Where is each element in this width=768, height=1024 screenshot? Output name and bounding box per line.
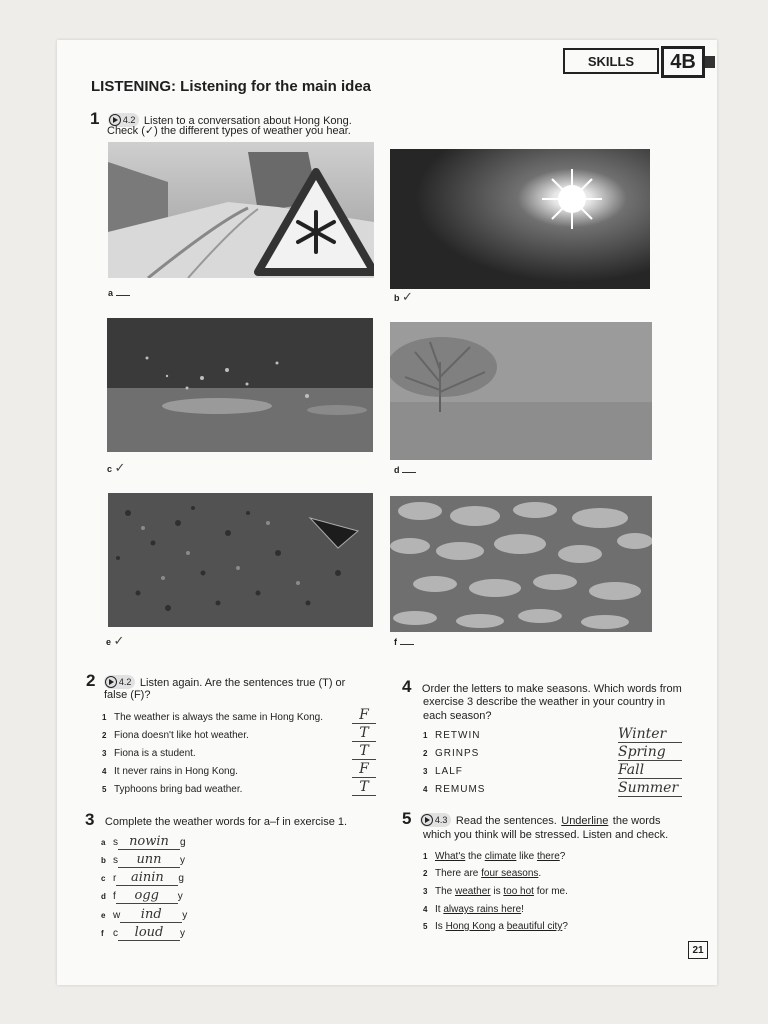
season-answer[interactable]: Fall — [618, 762, 682, 779]
play-icon — [421, 814, 433, 826]
word-item: d f ogg y — [101, 888, 183, 903]
title-text: Listening for the main idea — [180, 78, 372, 95]
exercise-1-instruction-line2: Check (✓) the different types of weather you hear. — [107, 125, 351, 137]
list-item: 2 Fiona doesn't like hot weather. — [102, 730, 249, 741]
list-item: 3 LALF — [423, 766, 463, 777]
sentence-item: 3 The weather is too hot for me. — [423, 886, 568, 897]
tf-answer[interactable]: F — [352, 761, 376, 778]
exercise-4-instruction-line1: Order the letters to make seasons. Which words from — [421, 683, 682, 695]
answer-blank[interactable] — [400, 644, 414, 645]
word-item: a s nowin g — [101, 834, 186, 849]
photo-wind — [108, 493, 373, 627]
sentence-item: 1 What's the climate like there? — [423, 851, 566, 862]
word-item: e w ind y — [101, 907, 188, 922]
season-answer[interactable]: Summer — [618, 780, 682, 797]
tf-answer[interactable]: T — [352, 779, 376, 796]
exercise-number: 1 — [90, 109, 100, 128]
sentence-item: 5 Is Hong Kong a beautiful city? — [423, 921, 568, 932]
photo-label-b: b ✓ — [394, 290, 413, 305]
exercise-5-instruction-line2: which you think will be stressed. Listen and check. — [423, 829, 669, 841]
season-answer[interactable]: Winter — [618, 726, 682, 743]
exercise-5-header: 5 4.3 Read the sentences. Underline the words — [402, 809, 661, 828]
list-item: 4 It never rains in Hong Kong. — [102, 766, 238, 777]
photo-sun — [390, 149, 650, 289]
page-title — [91, 78, 371, 95]
photo-fog — [390, 322, 652, 460]
answer-blank[interactable] — [402, 472, 416, 473]
photo-label-e: e ✓ — [106, 634, 125, 649]
title-section: LISTENING: — [91, 78, 176, 95]
word-fill[interactable]: ogg — [116, 888, 178, 904]
list-item: 1 The weather is always the same in Hong Kong. — [102, 712, 323, 723]
audio-track-number: 4.2 — [122, 114, 136, 125]
list-item: 3 Fiona is a student. — [102, 748, 196, 759]
audio-track-number: 4.2 — [118, 676, 132, 687]
exercise-4-instruction-line3: each season? — [423, 710, 492, 722]
exercise-1-instruction-line1: Listen to a conversation about Hong Kong. — [143, 115, 352, 127]
season-answer[interactable]: Spring — [618, 744, 682, 761]
list-item: 4 REMUMS — [423, 784, 486, 795]
tf-answer[interactable]: T — [352, 725, 376, 742]
word-item: f c loud y — [101, 925, 185, 940]
list-item: 1 RETWIN — [423, 730, 481, 741]
exercise-number: 4 — [402, 677, 412, 696]
exercise-4-instruction-line2: exercise 3 describe the weather in your country in — [423, 696, 666, 708]
sentence-item: 2 There are four seasons. — [423, 868, 542, 879]
exercise-2-instruction-line2: false (F)? — [104, 689, 151, 701]
word-fill[interactable]: unn — [118, 852, 180, 868]
exercise-number: 5 — [402, 809, 412, 828]
audio-track-badge[interactable] — [420, 813, 452, 827]
skills-label: SKILLS — [563, 48, 659, 74]
photo-snow — [108, 142, 374, 278]
audio-track-badge[interactable] — [104, 675, 136, 689]
page-number: 21 — [688, 941, 708, 959]
tf-answer[interactable]: F — [352, 707, 376, 724]
exercise-4-header — [402, 677, 682, 697]
exercise-number: 2 — [86, 671, 96, 690]
word-item: b s unn y — [101, 852, 185, 867]
photo-rain — [107, 318, 373, 452]
photo-label-d: d — [394, 465, 416, 475]
list-item: 5 Typhoons bring bad weather. — [102, 784, 243, 795]
word-fill[interactable]: ainin — [116, 870, 178, 886]
photo-cloud — [390, 496, 652, 632]
exercise-3-header — [85, 810, 347, 830]
list-item: 2 GRINPS — [423, 748, 480, 759]
check-mark[interactable]: ✓ — [114, 461, 126, 476]
photo-label-f: f — [394, 637, 414, 647]
exercise-3-instruction: Complete the weather words for a–f in exercise 1. — [104, 816, 348, 828]
audio-track-number: 4.3 — [434, 814, 448, 825]
answer-blank[interactable] — [116, 295, 130, 296]
photo-label-a: a — [108, 288, 130, 298]
photo-label-c: c ✓ — [107, 461, 126, 476]
sentence-item: 4 It always rains here! — [423, 904, 524, 915]
play-icon — [105, 676, 117, 688]
page-edge-marker — [705, 56, 715, 68]
word-fill[interactable]: loud — [118, 925, 180, 941]
exercise-number: 3 — [85, 810, 95, 829]
check-mark[interactable]: ✓ — [402, 290, 413, 305]
tf-answer[interactable]: T — [352, 743, 376, 760]
word-fill[interactable]: nowin — [118, 834, 180, 850]
exercise-2-instruction-line1: Listen again. Are the sentences true (T) or — [139, 677, 346, 689]
word-item: c r ainin g — [101, 870, 184, 885]
word-fill[interactable]: ind — [120, 907, 182, 923]
check-mark[interactable]: ✓ — [113, 634, 125, 649]
unit-label: 4B — [661, 46, 705, 78]
